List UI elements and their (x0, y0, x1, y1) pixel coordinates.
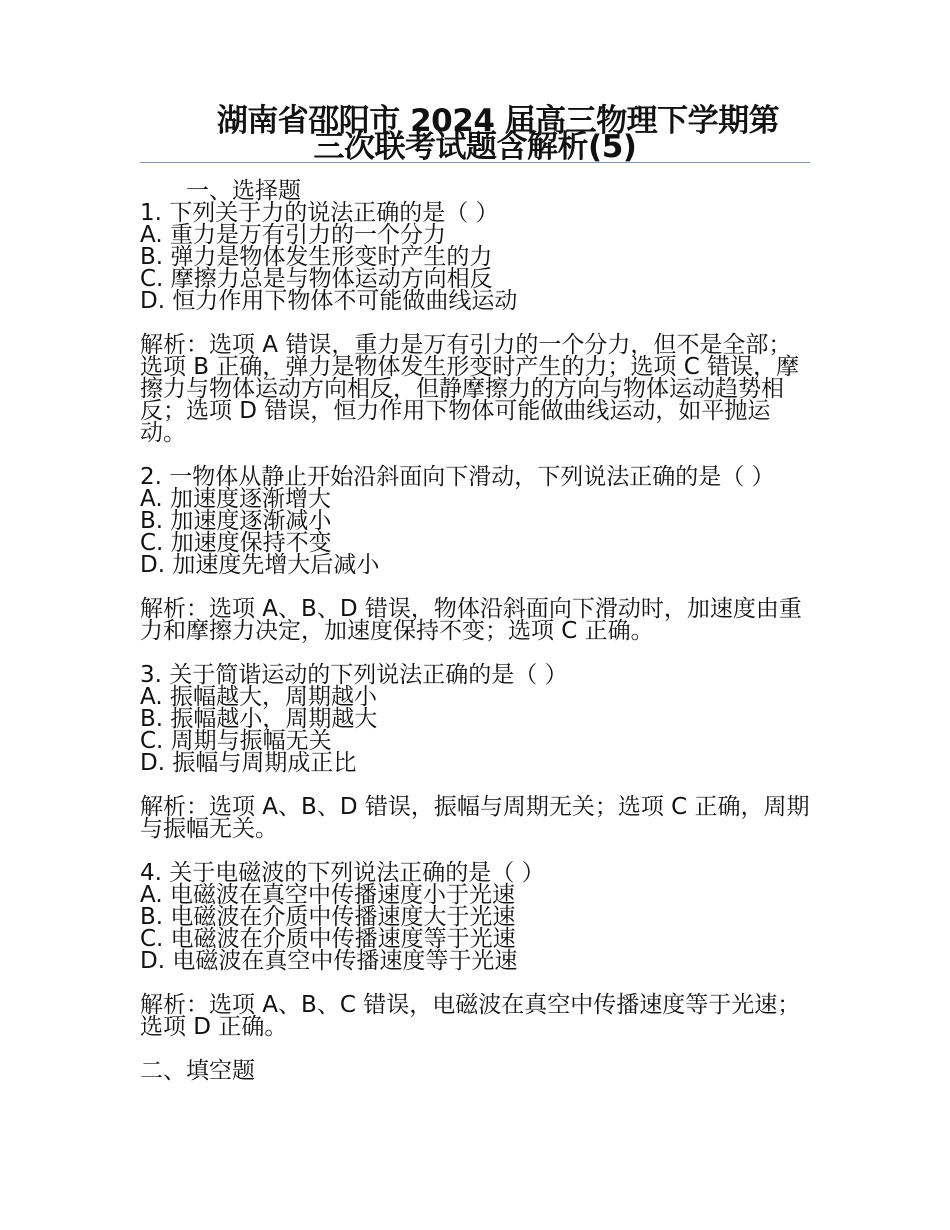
question-stem: 2. 一物体从静止开始沿斜面向下滑动，下列说法正确的是（ ） (140, 464, 775, 490)
question-option: A. 振幅越大，周期越小 (140, 684, 377, 710)
question-option: A. 重力是万有引力的一个分力 (140, 222, 446, 248)
question-2 (140, 466, 812, 642)
question-option: D. 电磁波在真空中传播速度等于光速 (140, 948, 518, 974)
question-option: C. 电磁波在介质中传播速度等于光速 (140, 926, 516, 952)
question-option: D. 加速度先增大后减小 (140, 552, 380, 578)
question-option: B. 电磁波在介质中传播速度大于光速 (140, 904, 516, 930)
question-option: C. 摩擦力总是与物体运动方向相反 (140, 266, 493, 292)
question-1 (140, 202, 812, 444)
document-title (140, 103, 810, 165)
question-explanation: 解析：选项 A、B、C 错误，电磁波在真空中传播速度等于光速；选项 D 正确。 (140, 992, 801, 1040)
question-explanation: 解析：选项 A、B、D 错误，物体沿斜面向下滑动时，加速度由重力和摩擦力决定，加速度保持不变；选项 C 正确。 (140, 596, 802, 644)
question-option: C. 加速度保持不变 (140, 530, 332, 556)
question-option: D. 恒力作用下物体不可能做曲线运动 (140, 288, 518, 314)
section-heading-fill-blank: 二、填空题 (140, 1058, 255, 1084)
question-stem: 3. 关于简谐运动的下列说法正确的是（ ） (140, 662, 568, 688)
question-option: B. 弹力是物体发生形变时产生的力 (140, 244, 493, 270)
question-option: C. 周期与振幅无关 (140, 728, 332, 754)
question-option: A. 加速度逐渐增大 (140, 486, 331, 512)
question-option: B. 振幅越小，周期越大 (140, 706, 378, 732)
question-option: A. 电磁波在真空中传播速度小于光速 (140, 882, 515, 908)
question-stem: 1. 下列关于力的说法正确的是（ ） (140, 200, 499, 226)
title-divider (140, 162, 810, 163)
question-option: D. 振幅与周期成正比 (140, 750, 357, 776)
question-3 (140, 664, 812, 840)
question-option: B. 加速度逐渐减小 (140, 508, 332, 534)
question-explanation: 解析：选项 A、B、D 错误，振幅与周期无关；选项 C 正确，周期与振幅无关。 (140, 794, 810, 842)
question-4 (140, 862, 812, 1038)
question-stem: 4. 关于电磁波的下列说法正确的是（ ） (140, 860, 545, 886)
title-line-2: 三次联考试题含解析(5) (313, 129, 637, 165)
section-heading-choice: 一、选择题 (186, 178, 301, 204)
title-line-1: 湖南省邵阳市 2024 届高三物理下学期第 (216, 103, 780, 139)
document-body (140, 180, 812, 1082)
question-explanation: 解析：选项 A 错误，重力是万有引力的一个分力，但不是全部；选项 B 正确，弹力是物体发生形变时产生的力；选项 C 错误，摩擦力与物体运动方向相反，但静摩擦力的方向与物体运动趋势相反；选项 D 错误，恒力作用下物体可能做曲线运动，如平抛运动。 (140, 332, 800, 446)
